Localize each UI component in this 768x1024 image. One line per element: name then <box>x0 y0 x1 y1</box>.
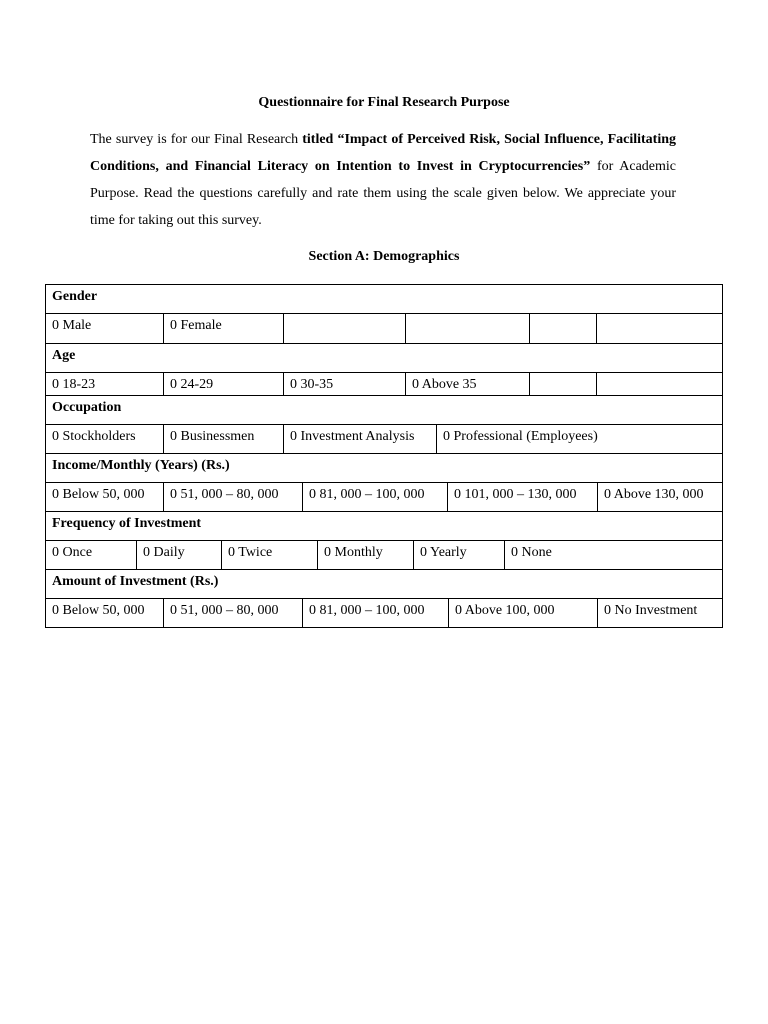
option-professional[interactable]: 0 Professional (Employees) <box>436 425 722 453</box>
intro-research-title: titled “Impact of Perceived Risk, Social Influence, Facilitating Conditions, and Financial Literacy on Intention to Invest in Cryptocurrencies” <box>90 132 676 174</box>
empty-cell <box>529 314 596 343</box>
option-stockholders[interactable]: 0 Stockholders <box>52 429 136 444</box>
options-row-amount <box>45 598 723 628</box>
option-yearly[interactable]: 0 Yearly <box>413 541 504 569</box>
option-male[interactable]: 0 Male <box>52 318 92 333</box>
option-18-23[interactable]: 0 18-23 <box>52 377 96 392</box>
options-row-occupation <box>45 424 723 453</box>
question-heading-gender: Gender <box>52 289 98 304</box>
question-heading-age: Age <box>52 348 76 363</box>
option-twice[interactable]: 0 Twice <box>221 541 317 569</box>
section-title: Section A: Demographics <box>308 249 460 264</box>
empty-cell <box>405 314 529 343</box>
empty-cell <box>596 314 722 343</box>
empty-cell <box>283 314 405 343</box>
intro-text-end: for Academic Purpose. Read the questions carefully and rate them using the scale given below. We appreciate your time for taking out this survey. <box>90 159 677 228</box>
question-heading-income: Income/Monthly (Years) (Rs.) <box>52 458 230 473</box>
question-heading-occupation: Occupation <box>52 400 122 415</box>
question-heading-row <box>45 395 723 424</box>
empty-cell <box>529 373 596 395</box>
intro-text-start: The survey is for our Final Research <box>90 132 303 147</box>
demographics-table <box>45 284 723 628</box>
option-above-130000[interactable]: 0 Above 130, 000 <box>597 483 722 511</box>
options-row-frequency <box>45 540 723 569</box>
option-51000-80000[interactable]: 0 51, 000 – 80, 000 <box>163 483 302 511</box>
question-heading-row <box>45 511 723 540</box>
option-businessmen[interactable]: 0 Businessmen <box>163 425 283 453</box>
option-no-investment[interactable]: 0 No Investment <box>597 599 722 627</box>
option-once[interactable]: 0 Once <box>52 545 93 560</box>
option-investment-analysis[interactable]: 0 Investment Analysis <box>283 425 436 453</box>
option-none[interactable]: 0 None <box>504 541 722 569</box>
option-101000-130000[interactable]: 0 101, 000 – 130, 000 <box>447 483 597 511</box>
document-title: Questionnaire for Final Research Purpose <box>258 95 510 110</box>
option-above-35[interactable]: 0 Above 35 <box>405 373 529 395</box>
option-24-29[interactable]: 0 24-29 <box>163 373 283 395</box>
question-heading-row <box>45 284 723 313</box>
option-below-50000[interactable]: 0 Below 50, 000 <box>52 603 145 618</box>
question-heading-amount: Amount of Investment (Rs.) <box>52 574 219 589</box>
question-heading-row <box>45 343 723 372</box>
options-row-gender <box>45 313 723 343</box>
option-above-100000[interactable]: 0 Above 100, 000 <box>448 599 597 627</box>
options-row-income <box>45 482 723 511</box>
options-row-age <box>45 372 723 395</box>
question-heading-row <box>45 453 723 482</box>
option-81000-100000[interactable]: 0 81, 000 – 100, 000 <box>302 599 448 627</box>
option-51000-80000[interactable]: 0 51, 000 – 80, 000 <box>163 599 302 627</box>
option-monthly[interactable]: 0 Monthly <box>317 541 413 569</box>
option-81000-100000[interactable]: 0 81, 000 – 100, 000 <box>302 483 447 511</box>
question-heading-frequency: Frequency of Investment <box>52 516 202 531</box>
option-below-50000[interactable]: 0 Below 50, 000 <box>52 487 145 502</box>
intro-paragraph <box>90 126 676 234</box>
option-female[interactable]: 0 Female <box>163 314 283 343</box>
option-daily[interactable]: 0 Daily <box>136 541 221 569</box>
option-30-35[interactable]: 0 30-35 <box>283 373 405 395</box>
question-heading-row <box>45 569 723 598</box>
empty-cell <box>596 373 722 395</box>
